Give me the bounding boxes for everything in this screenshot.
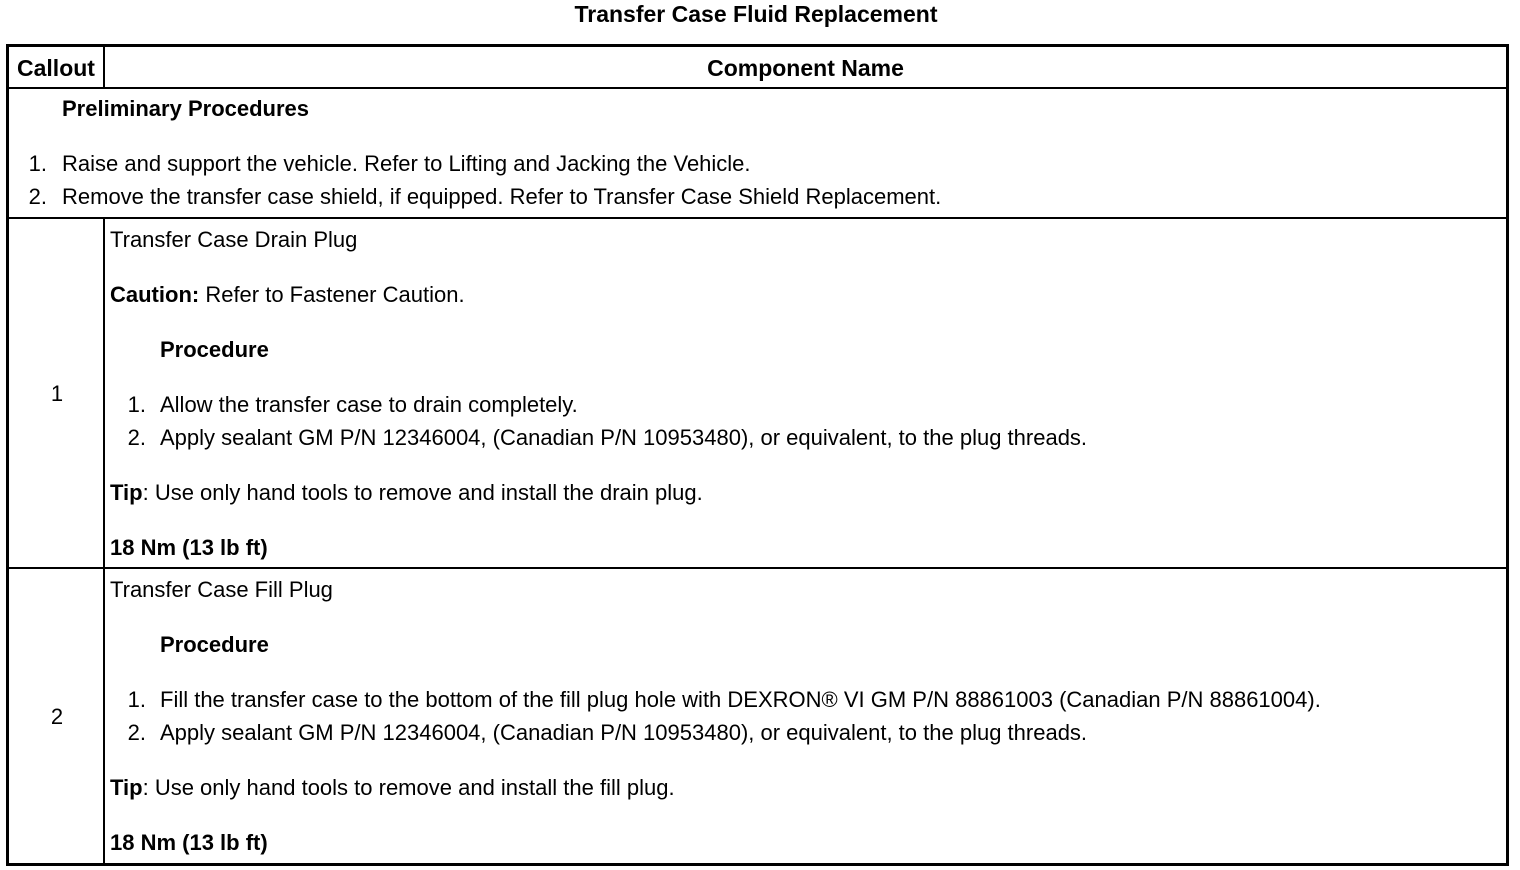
row2-step-2: Apply sealant GM P/N 12346004, (Canadian P/N 10953480), or equivalent, to the plug threads. bbox=[160, 720, 1088, 745]
caution-note bbox=[110, 281, 465, 309]
preliminary-step-2-number: 2. bbox=[28, 184, 47, 209]
row-divider bbox=[9, 567, 1506, 569]
row1-step-2: Apply sealant GM P/N 12346004, (Canadian P/N 10953480), or equivalent, to the plug threads. bbox=[160, 425, 1088, 450]
row1-step-2-number: 2. bbox=[127, 425, 146, 450]
procedure-heading: Procedure bbox=[160, 337, 269, 362]
page-title: Transfer Case Fluid Replacement bbox=[574, 1, 938, 27]
tip-note bbox=[110, 479, 703, 507]
callout-number-2: 2 bbox=[50, 704, 64, 729]
torque-spec: 18 Nm (13 lb ft) bbox=[110, 830, 268, 855]
tip-label: Tip bbox=[110, 480, 143, 505]
caution-text: Refer to Fastener Caution. bbox=[199, 282, 465, 307]
preliminary-step-1-number: 1. bbox=[28, 151, 47, 176]
row1-step-1-number: 1. bbox=[127, 392, 146, 417]
row2-step-1: Fill the transfer case to the bottom of the fill plug hole with DEXRON® VI GM P/N 88861003 (Canadian P/N 88861004). bbox=[160, 687, 1321, 712]
tip-label: Tip bbox=[110, 775, 143, 800]
header-callout: Callout bbox=[17, 55, 95, 81]
callout-column-divider bbox=[103, 218, 105, 863]
header-component-name: Component Name bbox=[707, 55, 904, 81]
row2-step-1-number: 1. bbox=[127, 687, 146, 712]
row1-step-1: Allow the transfer case to drain completely. bbox=[160, 392, 578, 417]
component-name-fill-plug: Transfer Case Fill Plug bbox=[110, 577, 333, 602]
torque-spec: 18 Nm (13 lb ft) bbox=[110, 535, 268, 560]
preliminary-divider bbox=[9, 217, 1506, 219]
preliminary-step-1: Raise and support the vehicle. Refer to Lifting and Jacking the Vehicle. bbox=[62, 151, 751, 176]
caution-label: Caution: bbox=[110, 282, 200, 307]
row2-step-2-number: 2. bbox=[127, 720, 146, 745]
tip-text: : Use only hand tools to remove and install the drain plug. bbox=[142, 480, 703, 505]
preliminary-heading: Preliminary Procedures bbox=[62, 96, 310, 121]
tip-note bbox=[110, 774, 675, 802]
callout-number-1: 1 bbox=[50, 381, 64, 406]
procedure-table bbox=[6, 44, 1509, 866]
tip-text: : Use only hand tools to remove and install the fill plug. bbox=[142, 775, 675, 800]
procedure-heading: Procedure bbox=[160, 632, 269, 657]
preliminary-step-2: Remove the transfer case shield, if equipped. Refer to Transfer Case Shield Replacement. bbox=[62, 184, 942, 209]
component-name-drain-plug: Transfer Case Drain Plug bbox=[110, 227, 358, 252]
